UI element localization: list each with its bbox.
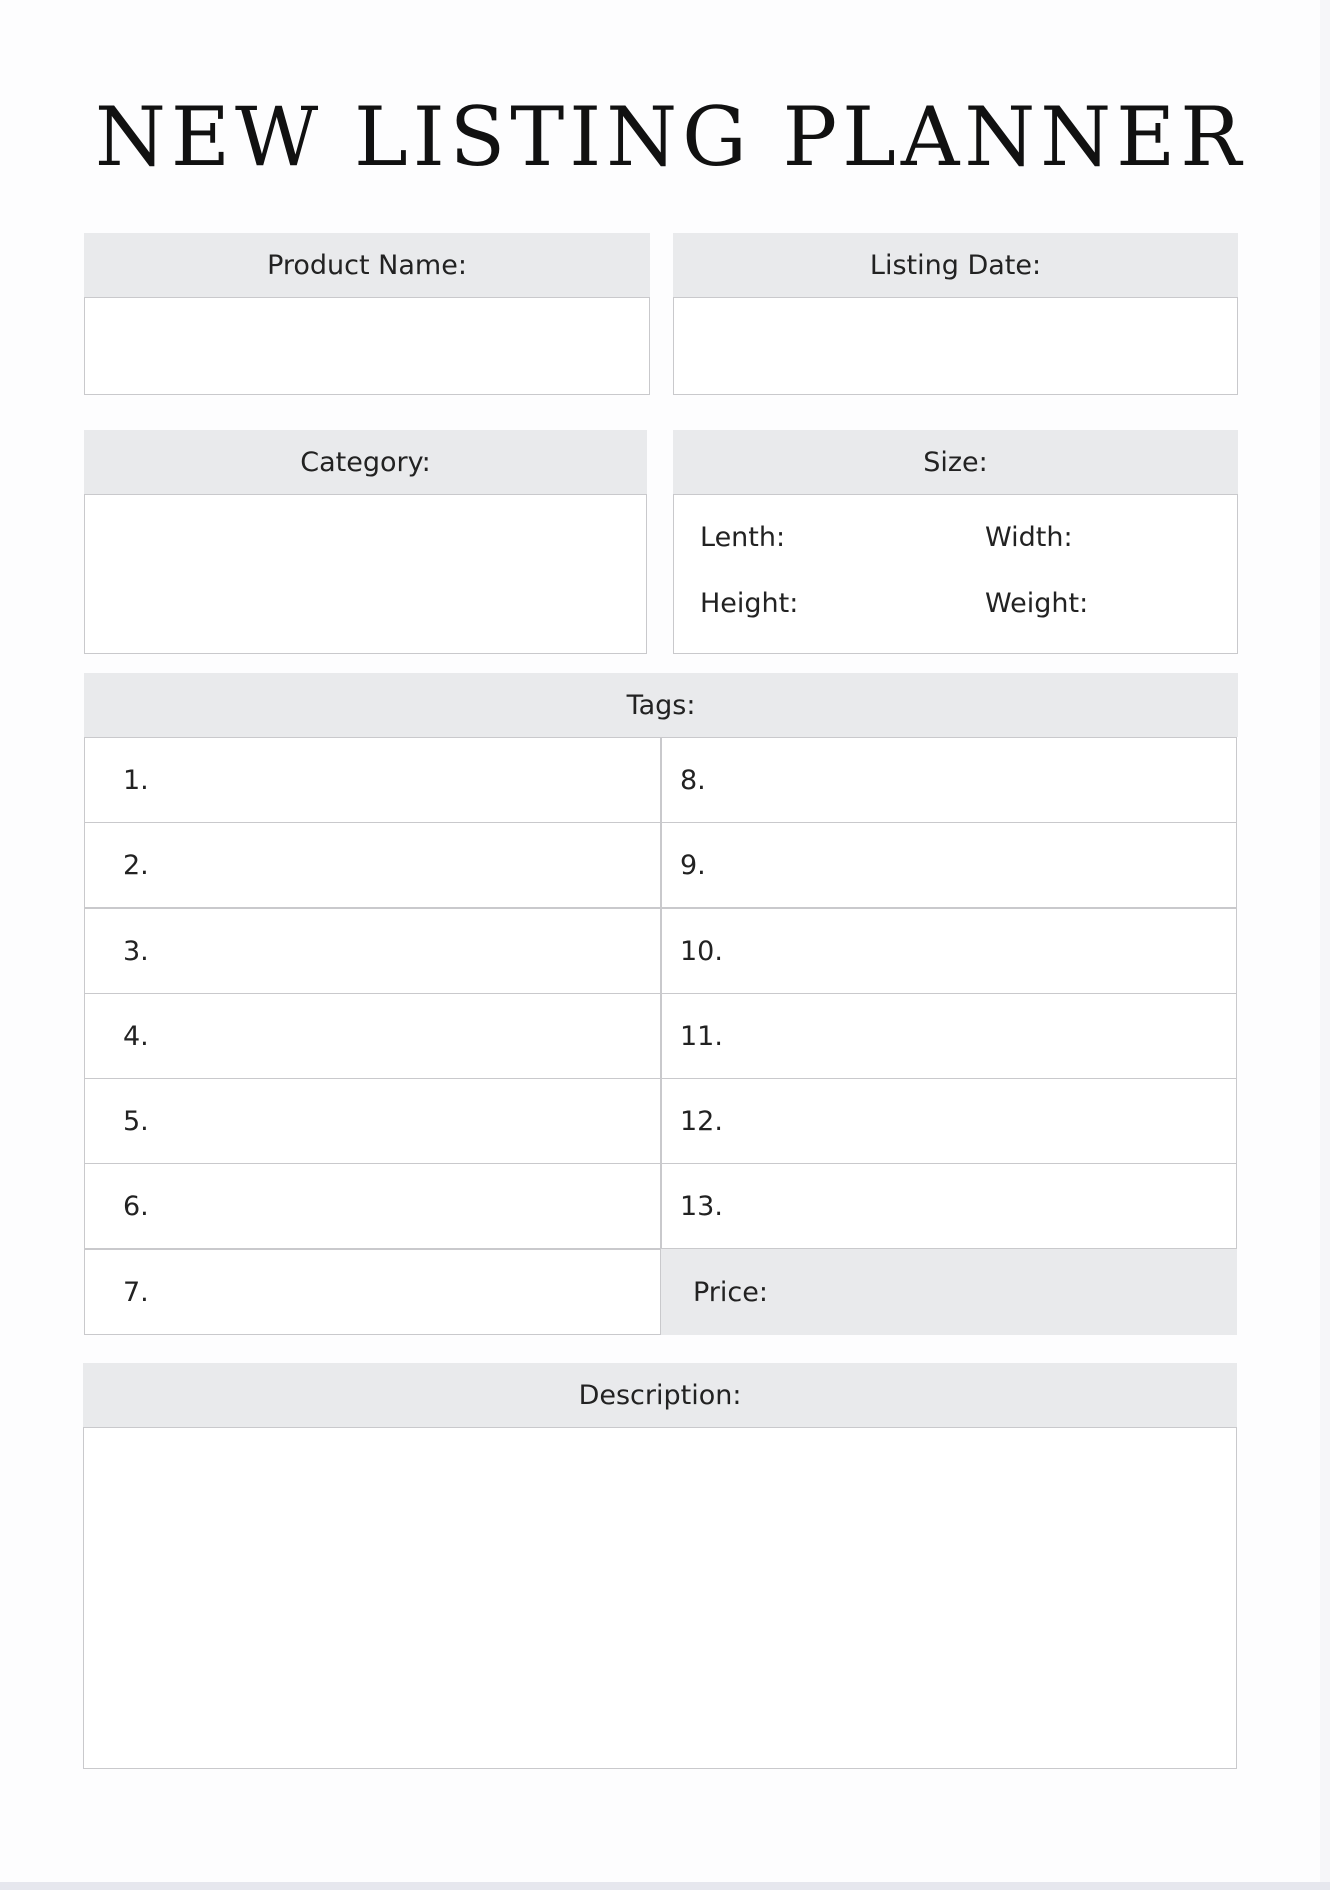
- description-field[interactable]: [83, 1427, 1237, 1769]
- tag-field-1[interactable]: 1.: [84, 737, 661, 823]
- tag-field-12[interactable]: 12.: [661, 1078, 1237, 1164]
- tag-field-8[interactable]: 8.: [661, 737, 1237, 823]
- tags-header: Tags:: [84, 673, 1238, 737]
- tag-field-10[interactable]: 10.: [661, 908, 1237, 994]
- size-header: Size:: [673, 430, 1238, 494]
- category-header: Category:: [84, 430, 647, 494]
- listing-date-header: Listing Date:: [673, 233, 1238, 297]
- listing-date-field[interactable]: [673, 297, 1238, 395]
- tag-field-2[interactable]: 2.: [84, 822, 661, 908]
- page-edge-right: [1320, 0, 1330, 1882]
- height-label: Height:: [700, 588, 799, 619]
- tag-field-3[interactable]: 3.: [84, 908, 661, 994]
- tag-field-13[interactable]: 13.: [661, 1163, 1237, 1249]
- width-label: Width:: [985, 522, 1073, 553]
- weight-label: Weight:: [985, 588, 1089, 619]
- length-label: Lenth:: [700, 522, 786, 553]
- tag-field-7[interactable]: 7.: [84, 1249, 661, 1335]
- price-field[interactable]: Price:: [661, 1249, 1237, 1335]
- description-header: Description:: [83, 1363, 1237, 1427]
- tag-field-6[interactable]: 6.: [84, 1163, 661, 1249]
- tag-field-5[interactable]: 5.: [84, 1078, 661, 1164]
- category-field[interactable]: [84, 494, 647, 654]
- tag-field-11[interactable]: 11.: [661, 993, 1237, 1079]
- product-name-header: Product Name:: [84, 233, 650, 297]
- tag-field-9[interactable]: 9.: [661, 822, 1237, 908]
- size-field[interactable]: [673, 494, 1238, 654]
- tag-field-4[interactable]: 4.: [84, 993, 661, 1079]
- page-title: NEW LISTING PLANNER: [95, 91, 1247, 185]
- page-edge-bottom: [0, 1882, 1330, 1890]
- product-name-field[interactable]: [84, 297, 650, 395]
